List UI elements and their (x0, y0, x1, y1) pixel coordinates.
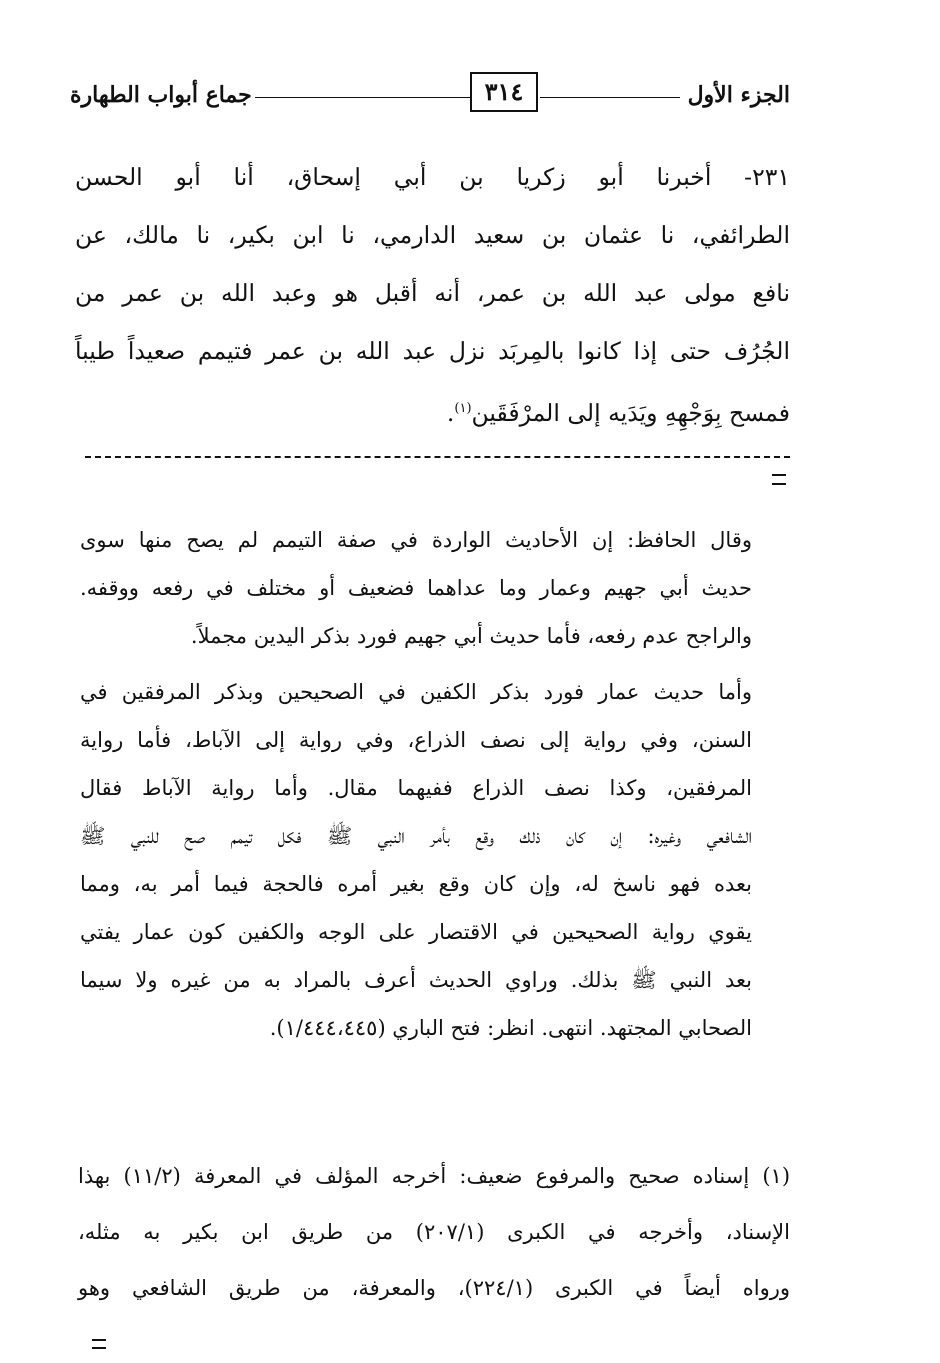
commentary-line: والراجح عدم رفعه، فأما حديث أبي جهيم فورد بذكر اليدين مجملاً. (190, 624, 752, 648)
footnote-reference: (١) (454, 401, 472, 416)
footnote-line: (١) إسناده صحيح والمرفوع ضعيف: أخرجه المؤلف في المعرفة (١١/٢) بهذا (78, 1164, 791, 1188)
dashed-rule (85, 456, 790, 458)
commentary (80, 516, 752, 1052)
hadith-last-text: فمسح بِوَجْهِهِ ويَدَيه إلى المرْفَقَين (471, 398, 790, 427)
page-header (70, 70, 790, 126)
hadith-line: ٢٣١- أخبرنا أبو زكريا بن أبي إسحاق، أنا أبو الحسن (75, 163, 790, 191)
hadith-line: الجُرُف حتى إذا كانوا بالمِربَد نزل عبد الله بن عمر فتيمم صعيداً طيباً (75, 337, 790, 365)
commentary-line: وقال الحافظ: إن الأحاديث الواردة في صفة التيمم لم يصح منها سوى (80, 528, 752, 552)
commentary-line: بعد النبي ﷺ بذلك. وراوي الحديث أعرف بالمراد به من غيره ولا سيما (80, 968, 752, 992)
continuation-mark-bottom (92, 1339, 106, 1349)
commentary-line: الصحابي المجتهد. انتهى. انظر: فتح الباري (١/٤٤٤،٤٤٥). (269, 1016, 752, 1040)
hadith-line: نافع مولى عبد الله بن عمر، أنه أقبل هو وعبد الله بن عمر من (75, 279, 790, 307)
footnote-line: الإسناد، وأخرجه في الكبرى (٢٠٧/١) من طريق ابن بكير به مثله، (78, 1220, 790, 1244)
page-number: ٣١٤ (470, 72, 538, 112)
commentary-line: بعده فهو ناسخ له، وإن كان وقع بغير أمره فالحجة فيما أمر به، ومما (80, 872, 752, 896)
hadith-line: الطرائفي، نا عثمان بن سعيد الدارمي، نا ابن بكير، نا مالك، عن (75, 221, 790, 249)
continuation-mark (772, 474, 786, 485)
commentary-line: الشافعي وغيره: إن كان ذلك وقع بأمر النبي ﷺ فكل تيمم صح للنبي ﷺ (80, 824, 752, 848)
header-rule-left (255, 97, 470, 98)
commentary-line: السنن، وفي رواية إلى نصف الذراع، وفي رواية إلى الآباط، فأما رواية (80, 728, 752, 752)
volume-label: الجزء الأول (687, 82, 790, 108)
commentary-line: يقوي رواية الصحيحين في الاقتصار على الوجه والكفين كون عمار يفتي (80, 920, 752, 944)
commentary-line: وأما حديث عمار فورد بذكر الكفين في الصحيحين وبذكر المرفقين في (80, 680, 752, 704)
footnote-line: ورواه أيضاً في الكبرى (٢٢٤/١)، والمعرفة، من طريق الشافعي وهو (78, 1276, 790, 1300)
chapter-title: جماع أبواب الطهارة (70, 82, 252, 108)
commentary-line: حديث أبي جهيم وعمار وما عداهما فضعيف أو مختلف في رفعه ووقفه. (80, 576, 752, 600)
hadith-line-last: فمسح بِوَجْهِهِ ويَدَيه إلى المرْفَقَين$^{(١)}$. (446, 398, 790, 427)
footnote (78, 1148, 790, 1316)
commentary-line: المرفقين، وكذا نصف الذراع ففيهما مقال. وأما رواية الآباط فقال (80, 776, 752, 800)
header-rule-right (540, 97, 680, 98)
hadith-text (75, 148, 790, 442)
